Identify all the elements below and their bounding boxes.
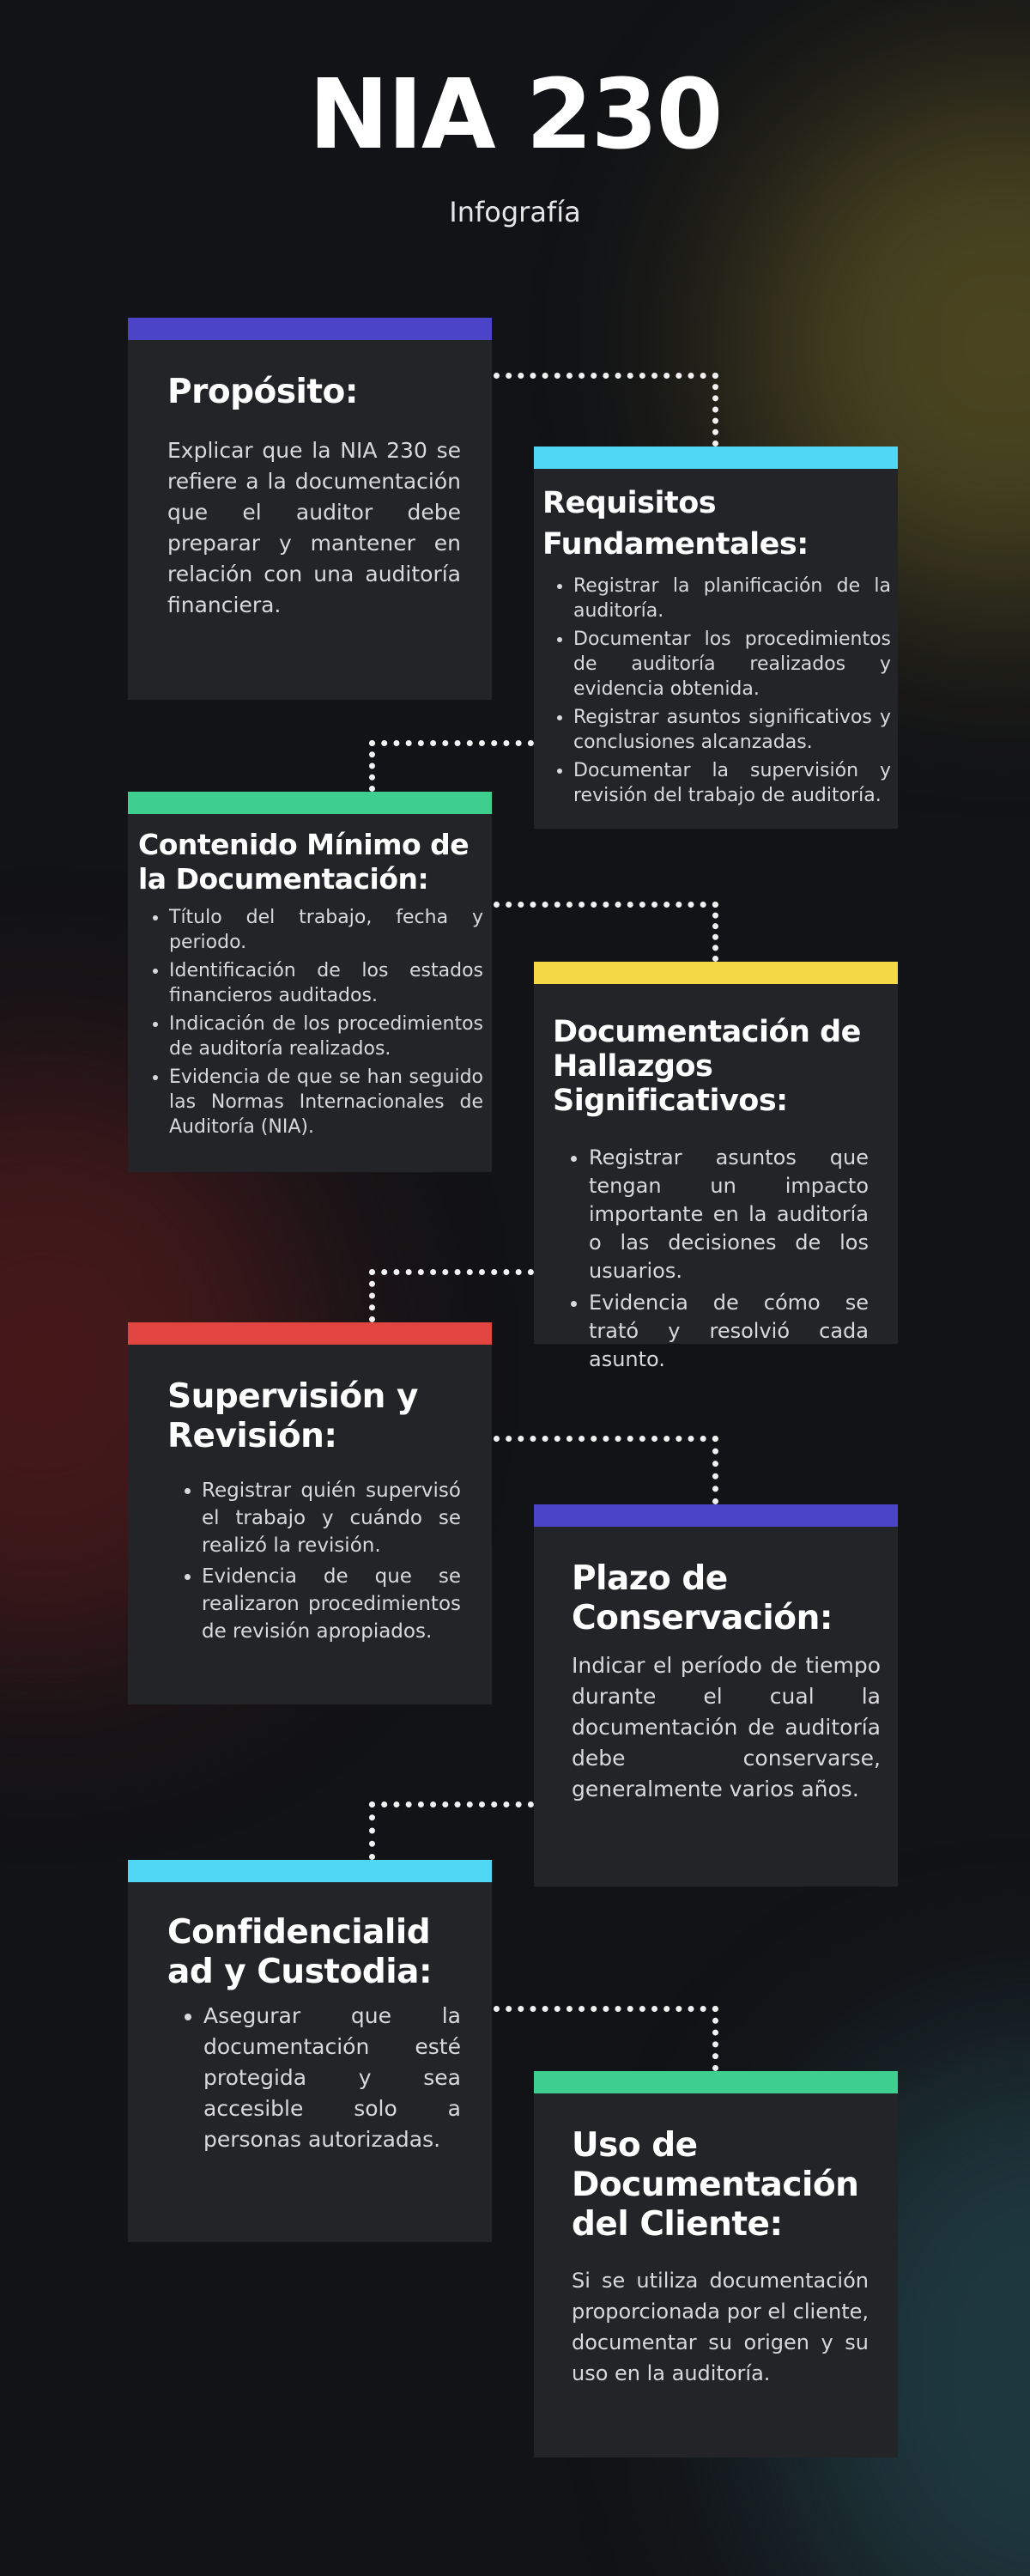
list-item: • Asegurar que la documentación esté protegida y sea accesible solo a personas autorizadas. xyxy=(203,2001,461,2155)
card-supervision xyxy=(128,1322,492,1704)
card-confidencialidad-custodia xyxy=(128,1860,492,2242)
connector-6-horizontal xyxy=(369,1801,534,1807)
card-proposito xyxy=(128,318,492,700)
card-list xyxy=(167,1477,461,1645)
connector-7-vertical xyxy=(712,2006,718,2071)
card-title: Plazo de Conservación: xyxy=(572,1559,833,1637)
connector-7-horizontal xyxy=(494,2006,718,2012)
card-accent-bar xyxy=(534,2071,898,2093)
card-title: Contenido Mínimo de la Documentación: xyxy=(138,828,470,896)
list-item: • Indicación de los procedimientos de auditoría realizados. xyxy=(169,1012,483,1061)
page-subtitle: Infografía xyxy=(449,196,581,228)
card-list xyxy=(167,2001,461,2155)
card-list xyxy=(542,574,891,808)
connector-4-vertical xyxy=(369,1269,375,1322)
list-item: • Registrar asuntos significativos y conclusiones alcanzadas. xyxy=(573,705,891,755)
connector-1-vertical xyxy=(712,373,718,447)
list-item: • Documentar los procedimientos de auditoría realizados y evidencia obtenida. xyxy=(573,627,891,702)
card-text: Si se utiliza documentación proporcionada por el cliente, documentar su origen y su uso en la auditoría. xyxy=(572,2269,869,2385)
card-uso-documentacion-cliente xyxy=(534,2071,898,2458)
card-accent-bar xyxy=(128,1322,492,1345)
card-accent-bar xyxy=(534,1504,898,1527)
card-title: Propósito: xyxy=(167,373,358,411)
card-title: Documentación de Hallazgos Significativos: xyxy=(553,1015,861,1118)
list-item: • Evidencia de que se han seguido las Normas Internacionales de Auditoría (NIA). xyxy=(169,1065,483,1139)
list-item: • Evidencia de cómo se trató y resolvió cada asunto. xyxy=(589,1289,869,1374)
connector-6-vertical xyxy=(369,1801,375,1860)
card-text: Explicar que la NIA 230 se refiere a la documentación que el auditor debe preparar y mantener en relación con una auditoría financiera. xyxy=(167,438,461,617)
card-title: Uso de Documentación del Cliente: xyxy=(572,2126,859,2244)
card-accent-bar xyxy=(128,792,492,814)
connector-4-horizontal xyxy=(369,1269,534,1275)
list-item: • Registrar quién supervisó el trabajo y cuándo se realizó la revisión. xyxy=(202,1477,461,1559)
connector-5-vertical xyxy=(712,1436,718,1504)
card-list xyxy=(138,905,483,1139)
card-list xyxy=(553,1144,869,1374)
card-title: Requisitos Fundamentales: xyxy=(542,486,809,562)
list-item: • Registrar asuntos que tengan un impacto importante en la auditoría o las decisiones de los usuarios. xyxy=(589,1144,869,1285)
list-item: • Título del trabajo, fecha y periodo. xyxy=(169,905,483,955)
list-item: • Identificación de los estados financieros auditados. xyxy=(169,958,483,1008)
connector-1-horizontal xyxy=(494,373,718,379)
connector-3-vertical xyxy=(712,902,718,962)
connector-2-horizontal xyxy=(369,740,534,746)
list-item: • Registrar la planificación de la auditoría. xyxy=(573,574,891,623)
card-contenido-minimo xyxy=(128,792,492,1172)
card-requisitos xyxy=(534,447,898,829)
card-accent-bar xyxy=(534,447,898,469)
card-hallazgos-significativos xyxy=(534,962,898,1371)
list-item: • Documentar la supervisión y revisión del trabajo de auditoría. xyxy=(573,758,891,808)
connector-2-vertical xyxy=(369,740,375,792)
card-title: Confidencialid ad y Custodia: xyxy=(167,1913,433,1991)
card-text: Indicar el período de tiempo durante el cual la documentación de auditoría debe conservarse, generalmente varios años. xyxy=(572,1653,881,1801)
list-item: • Evidencia de que se realizaron procedimientos de revisión apropiados. xyxy=(202,1563,461,1645)
connector-3-horizontal xyxy=(494,902,718,908)
page-title: NIA 230 xyxy=(308,59,722,171)
card-accent-bar xyxy=(534,962,898,984)
card-title: Supervisión y Revisión: xyxy=(167,1377,418,1455)
connector-5-horizontal xyxy=(494,1436,718,1442)
card-accent-bar xyxy=(128,1860,492,1882)
card-accent-bar xyxy=(128,318,492,340)
card-plazo-conservacion xyxy=(534,1504,898,1886)
